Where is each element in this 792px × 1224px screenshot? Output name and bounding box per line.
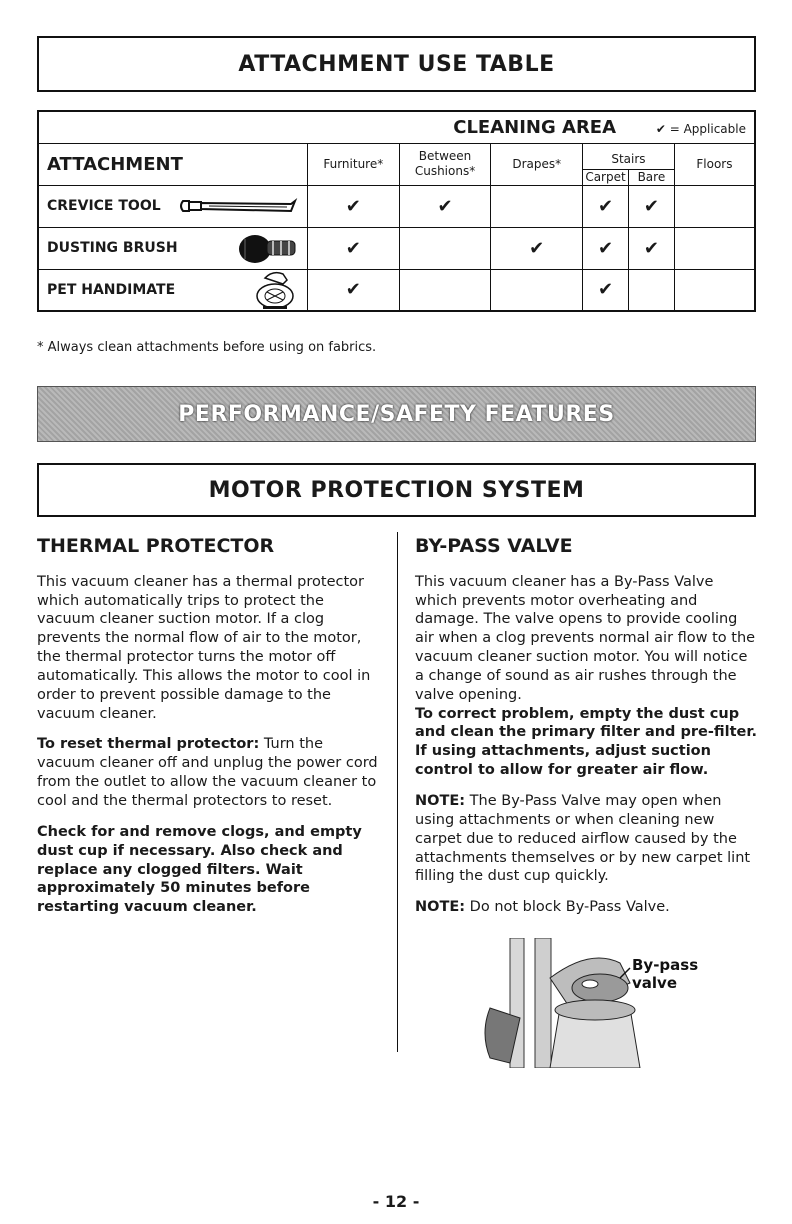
cushions-label: Cushions* (414, 164, 476, 178)
applicable-legend: ✔ = Applicable (655, 121, 746, 136)
bypass-valve-section (415, 534, 760, 929)
floors-column-header (674, 143, 755, 185)
dusting-brush-icon (237, 231, 299, 265)
table-row (38, 185, 755, 227)
furniture-label: Furniture* (323, 156, 384, 171)
empty-cell (628, 269, 674, 311)
attachment-use-table-banner (37, 36, 756, 92)
motor-banner-title: MOTOR PROTECTION SYSTEM (208, 477, 585, 503)
note-2-text: Do not block By-Pass Valve. (465, 899, 670, 916)
drapes-column-header (491, 143, 583, 185)
empty-cell (674, 185, 755, 227)
bypass-note-2 (415, 898, 760, 917)
column-divider (397, 532, 398, 1052)
check-mark: ✔ (597, 279, 614, 301)
empty-cell (399, 227, 491, 269)
carpet-subheader: Carpet (583, 170, 629, 185)
check-mark: ✔ (597, 237, 614, 259)
bypass-label-line2: valve (632, 974, 677, 992)
empty-cell (674, 227, 755, 269)
check-mark: ✔ (643, 237, 659, 259)
cleaning-area-header (38, 111, 755, 143)
performance-safety-banner (37, 386, 756, 442)
floors-label: Floors (696, 156, 733, 171)
empty-cell (491, 269, 583, 311)
bypass-correct-instructions: To correct problem, empty the dust cup and clean the primary filter and pre-filter. If using attachments, adjust suction control to allow for greater air flow. (415, 705, 757, 779)
check-mark: ✔ (345, 237, 361, 259)
bypass-label-line1: By-pass (632, 956, 699, 974)
attachment-banner-title: ATTACHMENT USE TABLE (238, 51, 555, 77)
reset-label: To reset thermal protector: (37, 736, 260, 753)
pet-handimate-icon (253, 270, 299, 310)
attachment-column-header: ATTACHMENT (38, 143, 307, 185)
thermal-warning: Check for and remove clogs, and empty dust cup if necessary. Also check and replace any clogged filters. Wait approximately 50 minutes before restarting vacuum cleaner. (37, 823, 362, 916)
check-mark: ✔ (437, 195, 453, 217)
pet-handimate-cell (38, 269, 307, 311)
page-number: - 12 - (372, 1192, 420, 1211)
motor-protection-banner (37, 463, 756, 517)
pet-handimate-label: PET HANDIMATE (47, 281, 176, 298)
thermal-reset-paragraph (37, 735, 382, 810)
stairs-column-header (583, 143, 675, 185)
drapes-label: Drapes* (512, 156, 562, 171)
check-cell (583, 227, 629, 269)
thermal-description: This vacuum cleaner has a thermal protector which automatically trips to protect the vacuum cleaner suction motor. If a clog prevents the normal flow of air to the motor, the thermal protector turns the motor off automatically. This allows the motor to cool in order to prevent possible damage to the vacuum cleaner. (37, 573, 371, 722)
bare-subheader: Bare (637, 169, 666, 184)
bypass-valve-illustration (480, 938, 740, 1068)
note-1-text: The By-Pass Valve may open when using attachments or when cleaning new carpet due to reduced airflow caused by the attachments themselves or by new carpet lint filling the dust cup quickly. (415, 792, 751, 885)
crevice-tool-cell (38, 185, 307, 227)
check-cell (399, 185, 491, 227)
bypass-valve-title: BY-PASS VALVE (415, 535, 573, 557)
check-cell (583, 269, 629, 311)
stairs-label: Stairs (611, 151, 646, 166)
note-label: NOTE: (415, 792, 466, 809)
check-cell (307, 227, 399, 269)
dusting-brush-cell (38, 227, 307, 269)
check-cell (307, 185, 399, 227)
performance-banner-title: PERFORMANCE/SAFETY FEATURES (178, 401, 615, 427)
table-row (38, 269, 755, 311)
empty-cell (674, 269, 755, 311)
crevice-tool-icon (179, 195, 299, 217)
reset-text: Turn the vacuum cleaner off and unplug the power cord from the outlet to allow the vacuum cleaner to cool and the thermal protectors to reset. (37, 736, 378, 809)
check-mark: ✔ (345, 279, 361, 301)
attachment-use-table (37, 110, 756, 312)
bypass-note-1 (415, 792, 760, 886)
empty-cell (399, 269, 491, 311)
table-row (38, 227, 755, 269)
check-cell (307, 269, 399, 311)
check-mark: ✔ (597, 195, 614, 217)
thermal-protector-section (37, 534, 382, 929)
check-mark: ✔ (529, 237, 545, 259)
check-cell (491, 227, 583, 269)
thermal-protector-title: THERMAL PROTECTOR (37, 535, 275, 557)
check-mark: ✔ (643, 195, 659, 217)
empty-cell (491, 185, 583, 227)
furniture-column-header (307, 143, 399, 185)
check-mark: ✔ (345, 195, 361, 217)
note-label: NOTE: (415, 899, 466, 916)
table-footnote: * Always clean attachments before using on fabrics. (37, 340, 377, 355)
check-cell (628, 185, 674, 227)
between-cushions-column-header (399, 143, 491, 185)
check-cell (583, 185, 629, 227)
dusting-brush-label: DUSTING BRUSH (47, 240, 178, 256)
bypass-description: This vacuum cleaner has a By-Pass Valve which prevents motor overheating and damage. The valve opens to provide cooling air when a clog prevents normal air flow to the vacuum cleaner suction motor. You will notice a change of sound as air rushes through the valve opening. (415, 573, 756, 703)
between-label: Between (418, 149, 472, 163)
cleaning-area-title: CLEANING AREA (453, 116, 617, 138)
crevice-tool-label: CREVICE TOOL (47, 198, 161, 214)
check-cell (628, 227, 674, 269)
